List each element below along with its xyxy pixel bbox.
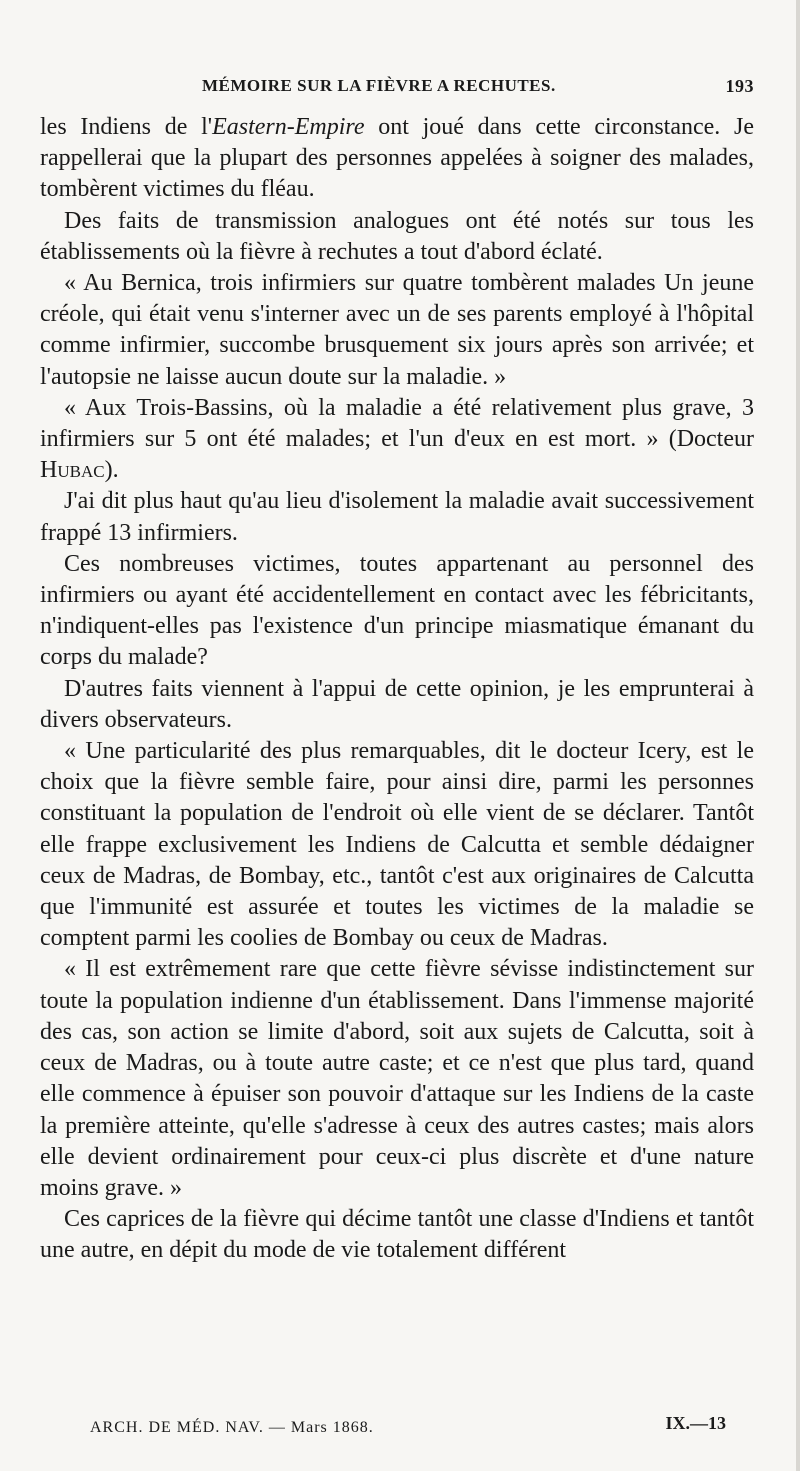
text-run: les Indiens de l'	[40, 114, 213, 140]
paragraph-9: « Il est extrêmement rare que cette fièvre sévisse indistinctement sur toute la population indienne d'un établissement. Dans l'immense majorité des cas, son action se limite d'abord, soit aux sujets de Calcutta, soit à ceux de Madras, ou à toute autre caste; et ce n'est que plus tard, quand elle commence à épuiser son pouvoir d'attaque sur les Indiens de la caste la première atteinte, qu'elle s'adresse à ceux des autres castes; mais alors elle devient ordinairement pour ceux-ci plus discrète et d'une nature moins grave. »	[40, 956, 754, 1201]
body-text	[40, 112, 754, 1267]
paragraph-1	[40, 112, 754, 206]
text-run: ont joué dans cette circonstance. Je rappellerai que la plupart des personnes appelées à soigner des malades, tombèrent victimes du fléau.	[40, 114, 754, 203]
running-header	[40, 70, 754, 100]
paragraph-10: Ces caprices de la fièvre qui décime tantôt une classe d'Indiens et tantôt une autre, en dépit du mode de vie totalement différent	[40, 1206, 754, 1264]
paragraph-7: D'autres faits viennent à l'appui de cette opinion, je les emprunterai à divers observateurs.	[40, 675, 754, 733]
paragraph-5: J'ai dit plus haut qu'au lieu d'isolement la maladie avait successivement frappé 13 infirmiers.	[40, 488, 754, 546]
ship-name: Eastern-Empire	[212, 114, 365, 140]
page-footer	[90, 1413, 726, 1449]
text-run: « Aux Trois-Bassins, où la maladie a été relativement plus grave, 3 infirmiers sur 5 ont été malades; et l'un d'eux en est mort. » (Docteur	[40, 394, 754, 453]
paragraph-2: Des faits de transmission analogues ont été notés sur tous les établissements où la fièvre à rechutes a tout d'abord éclaté.	[40, 207, 754, 265]
running-title: MÉMOIRE SUR LA FIÈVRE A RECHUTES.	[202, 76, 556, 95]
signature-mark: IX.—13	[665, 1413, 726, 1433]
paragraph-3: « Au Bernica, trois infirmiers sur quatre tombèrent malades Un jeune créole, qui était venu s'interner avec un de ses parents employé à l'hôpital comme infirmier, succombe brusquement six jours après son arrivée; et l'autopsie ne laisse aucun doute sur la maladie. »	[40, 270, 754, 390]
paragraph-4	[40, 393, 754, 487]
author-name: Hubac	[40, 457, 105, 484]
journal-citation: ARCH. DE MÉD. NAV. — Mars 1868.	[90, 1419, 374, 1436]
text-run: ).	[104, 457, 119, 484]
paragraph-8: « Une particularité des plus remarquables, dit le docteur Icery, est le choix que la fièvre semble faire, pour ainsi dire, parmi les personnes constituant la population de l'endroit où elle vient de se déclarer. Tantôt elle frappe exclusivement les Indiens de Calcutta et semble dédaigner ceux de Madras, de Bombay, etc., tantôt c'est aux originaires de Calcutta que l'immunité est assurée et toutes les victimes de la maladie se comptent parmi les coolies de Bombay ou ceux de Madras.	[40, 738, 754, 952]
paragraph-6: Ces nombreuses victimes, toutes appartenant au personnel des infirmiers ou ayant été accidentellement en contact avec les fébricitants, n'indiquent-elles pas l'existence d'un principe miasmatique émanant du corps du malade?	[40, 550, 754, 671]
page-number: 193	[725, 76, 754, 96]
